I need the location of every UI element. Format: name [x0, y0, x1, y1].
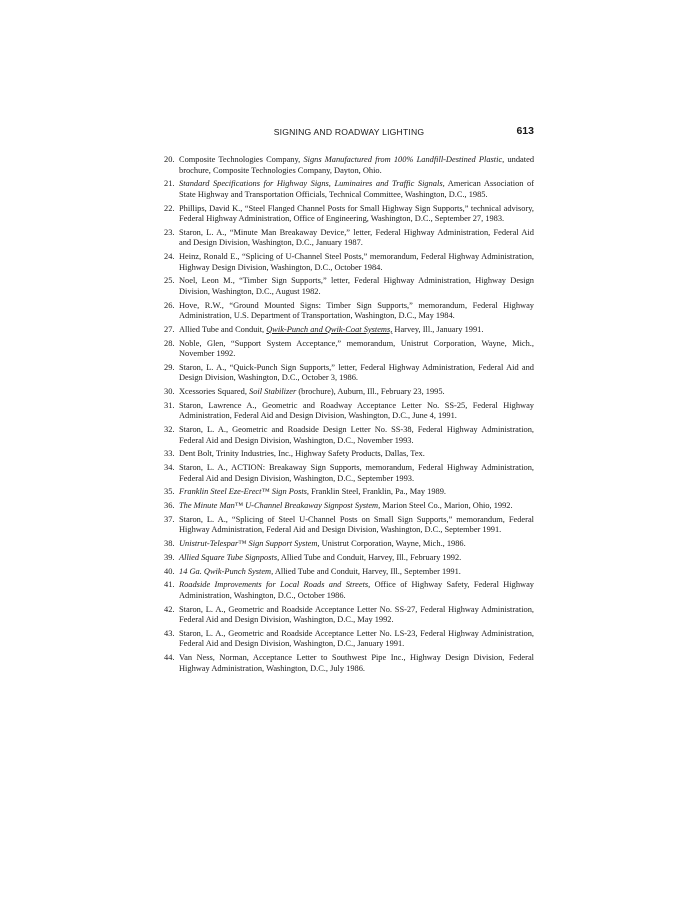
reference-text-part: Staron, L. A., Geometric and Roadside Acceptance Letter No. LS-23, Federal Highway Administration, Federal Aid and Design Division, Washington, D.C., January 1991.	[179, 628, 534, 649]
reference-number: 37.	[164, 514, 175, 524]
reference-text	[179, 179, 534, 200]
reference-text	[179, 228, 534, 249]
reference-text	[179, 325, 534, 336]
reference-title: 14 Ga. Qwik-Punch System,	[179, 566, 274, 576]
reference-number: 40.	[164, 566, 175, 576]
reference-number: 38.	[164, 539, 175, 548]
reference-entry	[164, 301, 534, 322]
reference-number: 24.	[164, 252, 175, 261]
reference-text-part: Marion Steel Co., Marion, Ohio, 1992.	[380, 501, 513, 510]
reference-text-part: Heinz, Ronald E., “Splicing of U-Channel Steel Posts,” memorandum, Federal Highway Administration, Highway Design Division, Washington, D.C., October 1984.	[179, 252, 534, 272]
reference-entry	[164, 276, 534, 297]
reference-text-part: American Association of State Highway and Transportation Officials, Technical Committee, Washington, D.C., 1985.	[179, 179, 534, 199]
reference-text-part: Franklin Steel, Franklin, Pa., May 1989.	[309, 487, 447, 497]
reference-text-part: Allied Tube and Conduit,	[179, 324, 267, 334]
reference-text	[179, 515, 534, 536]
reference-entry	[164, 387, 534, 398]
reference-text	[179, 501, 534, 512]
reference-entry	[164, 425, 534, 446]
reference-entry	[164, 179, 534, 200]
reference-entry	[164, 501, 534, 512]
reference-number: 30.	[164, 387, 175, 396]
reference-text-part: Dent Bolt, Trinity Industries, Inc., Highway Safety Products, Dallas, Tex.	[179, 449, 425, 459]
reference-entry	[164, 155, 534, 176]
reference-text	[179, 387, 534, 398]
reference-number: 23.	[164, 227, 175, 237]
reference-entry	[164, 580, 534, 601]
reference-text-part: Office of Highway Safety, Federal Highway Administration, Washington, D.C., October 1986.	[179, 580, 534, 600]
reference-entry	[164, 653, 534, 674]
running-header	[164, 125, 534, 139]
reference-text-part: Noble, Glen, “Support System Acceptance,” memorandum, Unistrut Corporation, Wayne, Mich., November 1992.	[179, 338, 534, 358]
reference-text-part: Staron, L. A., Geometric and Roadside Acceptance Letter No. SS-27, Federal Highway Administration, Federal Aid and Design Division, Washington, D.C., May 1992.	[179, 604, 534, 624]
reference-text-part: Hove, R.W., “Ground Mounted Signs: Timber Sign Supports,” memorandum, Federal Highway Administration, U.S. Department of Transportation, Washington, D.C., May 1984.	[179, 300, 534, 320]
reference-text-part: Xcessories Squared,	[179, 387, 250, 396]
reference-title: Franklin Steel Eze-Erect™ Sign Posts,	[179, 487, 310, 497]
reference-text-part: Staron, L. A., “Minute Man Breakaway Device,” letter, Federal Highway Administration, Federal Aid and Design Division, Washington, D.C., January 1987.	[179, 227, 534, 248]
reference-text	[179, 301, 534, 322]
reference-number: 36.	[164, 501, 175, 510]
reference-number: 33.	[164, 449, 175, 459]
reference-number: 39.	[164, 552, 175, 562]
reference-text-part: Unistrut Corporation, Wayne, Mich., 1986.	[319, 539, 466, 548]
reference-entry	[164, 252, 534, 273]
reference-title: Signs Manufactured from 100% Landfill-Destined Plastic,	[303, 155, 505, 164]
reference-entry	[164, 339, 534, 360]
reference-number: 32.	[164, 425, 175, 434]
reference-entry	[164, 605, 534, 626]
reference-text-part: Noel, Leon M., “Timber Sign Supports,” letter, Federal Highway Administration, Highway Design Division, Washington, D.C., August 1982.	[179, 276, 534, 296]
reference-text-part: Staron, L. A., Geometric and Roadside Design Letter No. SS-38, Federal Highway Administration, Federal Aid and Design Division, Washington, D.C., November 1993.	[179, 425, 534, 445]
reference-text-part: Allied Tube and Conduit, Harvey, Ill., February 1992.	[279, 552, 462, 562]
running-title: SIGNING AND ROADWAY LIGHTING	[273, 127, 425, 137]
reference-text-part: Staron, L. A., “Quick-Punch Sign Supports,” letter, Federal Highway Administration, Federal Aid and Design Division, Washington, D.C., October 3, 1986.	[179, 362, 534, 383]
reference-entry	[164, 325, 534, 336]
reference-number: 20.	[164, 155, 175, 164]
reference-number: 44.	[164, 653, 175, 662]
reference-text	[179, 204, 534, 225]
reference-entry	[164, 363, 534, 384]
reference-text	[179, 629, 534, 650]
reference-entry	[164, 228, 534, 249]
reference-text-part: Phillips, David K., “Steel Flanged Channel Posts for Small Highway Sign Supports,” technical advisory, Federal Highway Administration, Office of Engineering, Washington, D.C., September 27, 1983.	[179, 203, 534, 223]
reference-text	[179, 580, 534, 601]
reference-text	[179, 155, 534, 176]
reference-entry	[164, 629, 534, 650]
reference-number: 35.	[164, 487, 175, 497]
reference-number: 27.	[164, 324, 175, 334]
reference-text	[179, 425, 534, 446]
reference-title: The Minute Man™ U-Channel Breakaway Signpost System,	[179, 501, 381, 510]
reference-list	[164, 155, 534, 677]
reference-number: 25.	[164, 276, 175, 286]
reference-text-part: Staron, Lawrence A., Geometric and Roadway Acceptance Letter No. SS-25, Federal Highway Administration, Federal Aid and Design Division, Washington, D.C., June 4, 1991.	[179, 400, 534, 421]
reference-text-part: undated brochure, Composite Technologies Company, Dayton, Ohio.	[179, 155, 535, 175]
reference-number: 21.	[164, 179, 175, 189]
reference-text-part: Van Ness, Norman, Acceptance Letter to Southwest Pipe Inc., Highway Design Division, Federal Highway Administration, Washington, D.C., July 1986.	[179, 653, 534, 673]
reference-text-part: (brochure), Auburn, Ill., February 23, 1995.	[296, 387, 445, 396]
reference-text-part: Composite Technologies Company,	[179, 155, 304, 164]
reference-text	[179, 363, 534, 384]
reference-entry	[164, 515, 534, 536]
reference-text	[179, 539, 534, 550]
reference-entry	[164, 204, 534, 225]
reference-text-part: Staron, L. A., “Splicing of Steel U-Channel Posts on Small Sign Supports,” memorandum, Federal Highway Administration, Federal Aid and Design Division, Washington, D.C., September 1991.	[179, 514, 534, 535]
reference-text	[179, 401, 534, 422]
reference-number: 34.	[164, 463, 175, 472]
reference-text	[179, 463, 534, 484]
reference-entry	[164, 463, 534, 484]
reference-text-part: Allied Tube and Conduit, Harvey, Ill., September 1991.	[273, 566, 461, 576]
reference-entry	[164, 553, 534, 564]
reference-number: 31.	[164, 400, 175, 410]
reference-text	[179, 339, 534, 360]
reference-text	[179, 252, 534, 273]
page-number: 613	[516, 125, 534, 137]
reference-title: Standard Specifications for Highway Signs, Luminaires and Traffic Signals,	[179, 179, 445, 189]
reference-text	[179, 553, 534, 564]
reference-entry	[164, 401, 534, 422]
reference-text	[179, 567, 534, 578]
reference-entry	[164, 449, 534, 460]
reference-title: Unistrut-Telespar™ Sign Support System,	[179, 539, 320, 548]
reference-text	[179, 449, 534, 460]
reference-title: Soil Stabilizer	[249, 387, 297, 396]
reference-number: 26.	[164, 300, 175, 310]
reference-title: Qwik-Punch and Qwik-Coat Systems,	[266, 324, 393, 334]
reference-number: 41.	[164, 580, 175, 590]
reference-text	[179, 487, 534, 498]
reference-text-part: Staron, L. A., ACTION: Breakaway Sign Supports, memorandum, Federal Highway Administration, Federal Aid and Design Division, Washington, D.C., September 1993.	[179, 463, 534, 483]
reference-title: Allied Square Tube Signposts,	[179, 552, 280, 562]
reference-number: 43.	[164, 628, 175, 638]
reference-number: 29.	[164, 362, 175, 372]
reference-entry	[164, 487, 534, 498]
reference-number: 22.	[164, 203, 175, 213]
reference-number: 28.	[164, 338, 175, 348]
reference-number: 42.	[164, 604, 175, 614]
reference-entry	[164, 539, 534, 550]
reference-text	[179, 605, 534, 626]
reference-title: Roadside Improvements for Local Roads and Streets,	[179, 580, 371, 590]
reference-text	[179, 276, 534, 297]
reference-text	[179, 653, 534, 674]
reference-text-part: Harvey, Ill., January 1991.	[392, 324, 484, 334]
reference-entry	[164, 567, 534, 578]
